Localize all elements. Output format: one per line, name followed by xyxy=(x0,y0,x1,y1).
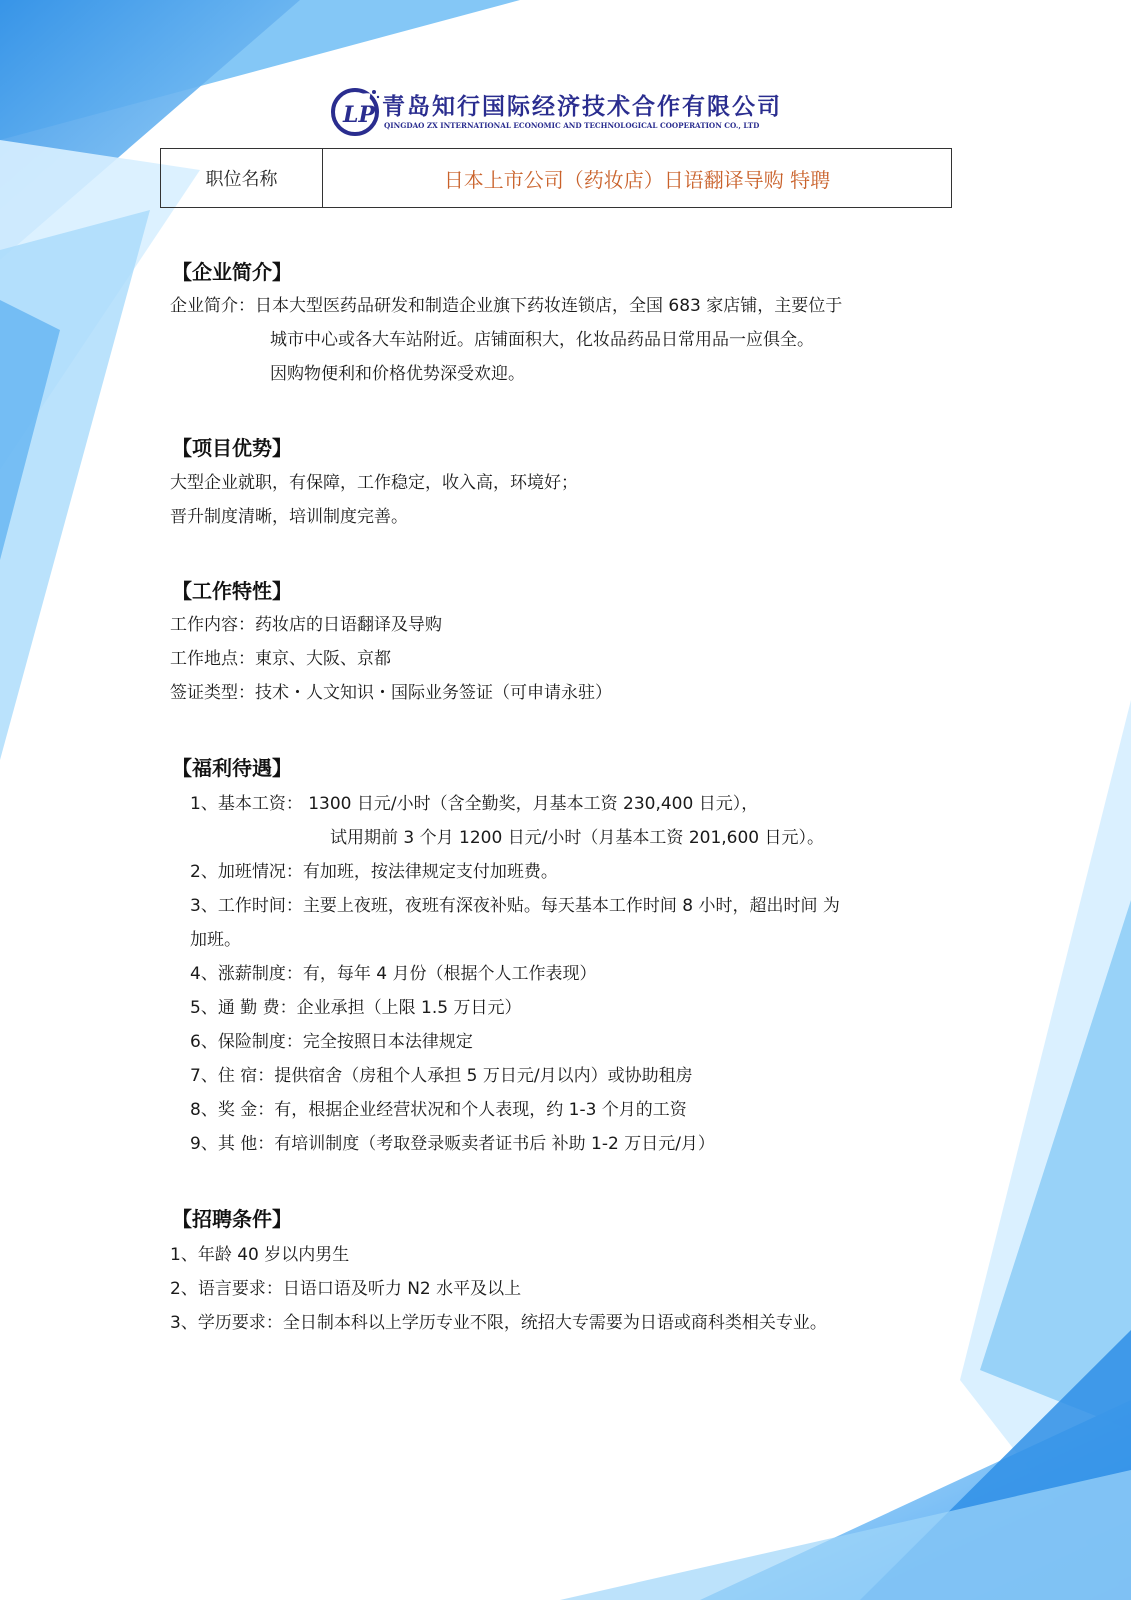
svg-text:LP: LP xyxy=(343,102,376,128)
requirements-line: 3、学历要求：全日制本科以上学历专业不限，统招大专需要为日语或商科类相关专业。 xyxy=(170,1313,827,1333)
intro-line: 因购物便利和价格优势深受欢迎。 xyxy=(270,364,525,384)
advantages-line: 晋升制度清晰，培训制度完善。 xyxy=(170,507,408,527)
work-line: 工作地点：東京、大阪、京都 xyxy=(170,649,391,669)
benefits-line: 6、保险制度：完全按照日本法律规定 xyxy=(190,1032,473,1052)
company-logo xyxy=(328,84,798,138)
benefits-line: 4、涨薪制度：有，每年 4 月份（根据个人工作表现） xyxy=(190,964,597,984)
benefits-line: 试用期前 3 个月 1200 日元/小时（月基本工资 201,600 日元）。 xyxy=(330,828,825,848)
position-table xyxy=(160,148,952,208)
benefits-line: 2、加班情况：有加班，按法律规定支付加班费。 xyxy=(190,862,558,882)
position-label: 职位名称 xyxy=(161,149,323,207)
company-logo-icon xyxy=(328,84,382,138)
requirements-line: 1、年龄 40 岁以内男生 xyxy=(170,1245,350,1265)
section-title-advantages: 【项目优势】 xyxy=(172,436,292,460)
company-name-cn: 青岛知行国际经济技术合作有限公司 xyxy=(382,93,782,120)
requirements-line: 2、语言要求：日语口语及听力 N2 水平及以上 xyxy=(170,1279,522,1299)
section-title-requirements: 【招聘条件】 xyxy=(172,1207,292,1231)
company-name-en: QINGDAO ZX INTERNATIONAL ECONOMIC AND TECHNOLOGICAL COOPERATION CO., LTD xyxy=(384,121,760,130)
intro-line: 企业简介：日本大型医药品研发和制造企业旗下药妆连锁店，全国 683 家店铺，主要位于 xyxy=(170,296,843,316)
position-value: 日本上市公司（药妆店）日语翻译导购 特聘 xyxy=(443,167,831,192)
benefits-line: 7、住 宿：提供宿舍（房租个人承担 5 万日元/月以内）或协助租房 xyxy=(190,1066,693,1086)
section-title-benefits: 【福利待遇】 xyxy=(172,756,292,780)
benefits-line: 1、基本工资： 1300 日元/小时（含全勤奖，月基本工资 230,400 日元）， xyxy=(190,794,759,814)
work-line: 签证类型：技术・人文知识・国际业务签证（可申请永驻） xyxy=(170,683,612,703)
benefits-line: 3、工作时间：主要上夜班，夜班有深夜补贴。每天基本工作时间 8 小时，超出时间 为 xyxy=(190,896,840,916)
benefits-line: 8、奖 金：有，根据企业经营状况和个人表现，约 1-3 个月的工资 xyxy=(190,1100,687,1120)
intro-line: 城市中心或各大车站附近。店铺面积大，化妆品药品日常用品一应俱全。 xyxy=(270,330,814,350)
section-title-intro: 【企业简介】 xyxy=(172,260,292,284)
work-line: 工作内容：药妆店的日语翻译及导购 xyxy=(170,615,442,635)
benefits-line: 5、通 勤 费：企业承担（上限 1.5 万日元） xyxy=(190,998,522,1018)
section-title-work: 【工作特性】 xyxy=(172,579,292,603)
advantages-line: 大型企业就职，有保障，工作稳定，收入高，环境好； xyxy=(170,473,578,493)
benefits-line: 9、其 他：有培训制度（考取登录贩卖者证书后 补助 1-2 万日元/月） xyxy=(190,1134,715,1154)
benefits-line: 加班。 xyxy=(190,930,241,950)
